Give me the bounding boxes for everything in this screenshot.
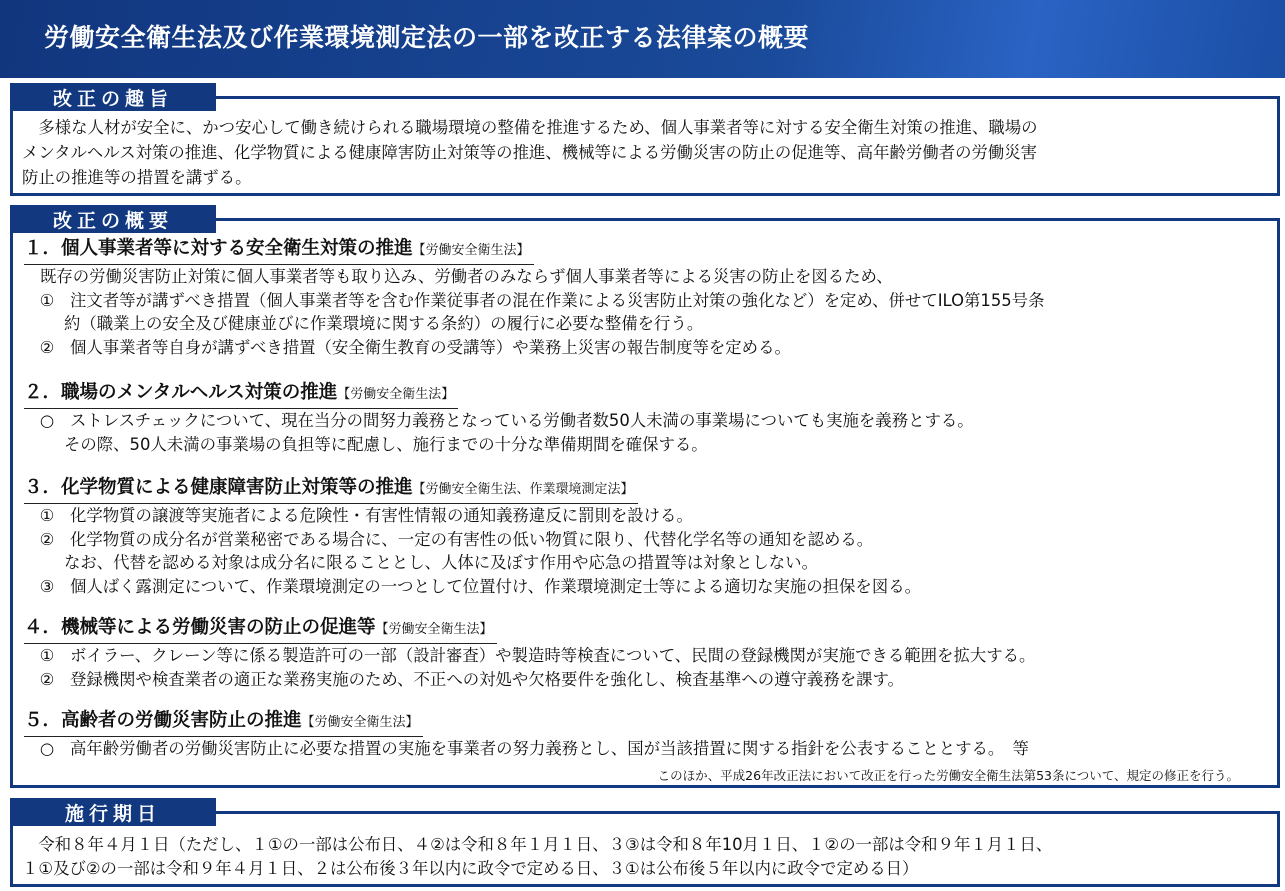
item-law: 【労働安全衛生法】: [375, 622, 493, 637]
item-line-text: 個人事業者等自身が講ずべき措置（安全衛生教育の受講等）や業務上災害の報告制度等を定める。: [70, 337, 791, 357]
item-title-text: ２．職場のメンタルヘルス対策の推進: [24, 382, 338, 403]
item-line-text: なお、代替を認める対象は成分名に限ることとし、人体に及ぼす作用や応急の措置等は対象としない。: [64, 553, 818, 572]
item-title-text: ５．高齢者の労働災害防止の推進: [24, 710, 302, 731]
purpose-text: [22, 115, 1272, 190]
purpose-line: メンタルヘルス対策の推進、化学物質による健康障害防止対策等の推進、機械等による労働災害の防止の促進等、高年齢労働者の労働災害: [22, 143, 1038, 162]
item-line-text: 高年齢労働者の労働災害防止に必要な措置の実施を事業者の努力義務とし、国が当該措置に関する指針を公表することとする。 等: [70, 739, 1029, 758]
purpose-line: 多様な人材が安全に、かつ安心して働き続けられる職場環境の整備を推進するため、個人事業者等に対する安全衛生対策の推進、職場の: [22, 118, 1038, 137]
item-marker: ①: [39, 290, 55, 310]
item-line: [24, 737, 1274, 761]
header-banner: [0, 0, 1285, 78]
effective-line: １①及び②の一部は令和９年４月１日、２は公布後３年以内に政令で定める日、３①は公布後５年以内に政令で定める日）: [22, 859, 919, 878]
item-line-text: その際、50人未満の事業場の負担等に配慮し、施行までの十分な準備期間を確保する。: [64, 434, 708, 454]
item-law: 【労働安全衛生法】: [337, 387, 455, 402]
section-label-effective: 施行期日: [10, 798, 216, 826]
item-line-text: 化学物質の譲渡等実施者による危険性・有害性情報の通知義務違反に罰則を設ける。: [70, 506, 693, 525]
item-line: [24, 575, 1274, 599]
item-title-text: ４．機械等による労働災害の防止の促進等: [24, 617, 376, 638]
effective-text: [22, 833, 1277, 881]
item-line: [24, 551, 1274, 575]
item-line-text: 化学物質の成分名が営業秘密である場合に、一定の有害性の低い物質に限り、代替化学名等の通知を認める。: [70, 529, 874, 549]
item-line: [24, 504, 1274, 528]
item-title: [24, 380, 458, 409]
item-title: [24, 236, 534, 265]
item-line-text: 登録機関や検査業者の適正な業務実施のため、不正への対処や欠格要件を強化し、検査基準への遵守義務を課す。: [70, 669, 904, 689]
item-line-text: ボイラー、クレーン等に係る製造許可の一部（設計審査）や製造時等検査について、民間の登録機関が実施できる範囲を拡大する。: [70, 646, 1036, 665]
item-marker: ○: [39, 411, 55, 430]
overview-item-5: [24, 708, 1274, 761]
item-line: [24, 409, 1274, 433]
item-line-text: ストレスチェックについて、現在当分の間努力義務となっている労働者数50人未満の事業場についても実施を義務とする。: [70, 411, 974, 430]
item-lead: 既存の労働災害防止対策に個人事業者等も取り込み、労働者のみならず個人事業者等による災害の防止を図るため、: [40, 267, 893, 286]
overview-item-1: [24, 236, 1274, 359]
item-line: [24, 336, 1274, 360]
item-law: 【労働安全衛生法、作業環境測定法】: [412, 482, 634, 497]
item-line-text: 注文者等が講ずべき措置（個人事業者等を含む作業従事者の混在作業による災害防止対策の強化など）を定め、併せてILO第155号条: [70, 290, 1045, 310]
item-line: [24, 312, 1274, 336]
page-title: 労働安全衛生法及び作業環境測定法の一部を改正する法律案の概要: [44, 23, 810, 52]
item-law: 【労働安全衛生法】: [301, 715, 419, 730]
effective-line: 令和８年４月１日（ただし、１①の一部は公布日、４②は令和８年１月１日、３③は令和８年10月１日、１②の一部は令和９年１月１日、: [22, 835, 1053, 854]
item-marker: ○: [39, 739, 55, 758]
overview-note: このほか、平成26年改正法において改正を行った労働安全衛生法第53条について、規定の修正を行う。: [657, 768, 1239, 783]
item-title-text: ３．化学物質による健康障害防止対策等の推進: [24, 477, 413, 498]
item-title: [24, 615, 497, 644]
item-marker: ②: [39, 669, 55, 689]
item-marker: ③: [39, 576, 55, 596]
item-title-text: １．個人事業者等に対する安全衛生対策の推進: [24, 238, 413, 259]
item-marker: ①: [39, 646, 55, 665]
overview-item-2: [24, 380, 1274, 456]
item-line: [24, 644, 1274, 668]
item-line-text: 個人ばく露測定について、作業環境測定の一つとして位置付け、作業環境測定士等による適切な実施の担保を図る。: [70, 576, 921, 596]
item-title: [24, 708, 423, 737]
section-label-overview: 改正の概要: [10, 205, 216, 233]
item-line: [24, 668, 1274, 692]
item-line: [24, 289, 1274, 313]
item-marker: ②: [39, 337, 55, 357]
item-title: [24, 475, 638, 504]
item-marker: ①: [39, 506, 55, 525]
item-marker: ②: [39, 529, 55, 549]
item-line: [24, 433, 1274, 457]
overview-item-3: [24, 475, 1274, 598]
purpose-line: 防止の推進等の措置を講ずる。: [22, 168, 252, 187]
item-line-text: 約（職業上の安全及び健康並びに作業環境に関する条約）の履行に必要な整備を行う。: [64, 314, 704, 333]
item-line: [24, 528, 1274, 552]
overview-item-4: [24, 615, 1274, 691]
section-label-purpose: 改正の趣旨: [10, 83, 216, 111]
item-law: 【労働安全衛生法】: [412, 243, 530, 258]
